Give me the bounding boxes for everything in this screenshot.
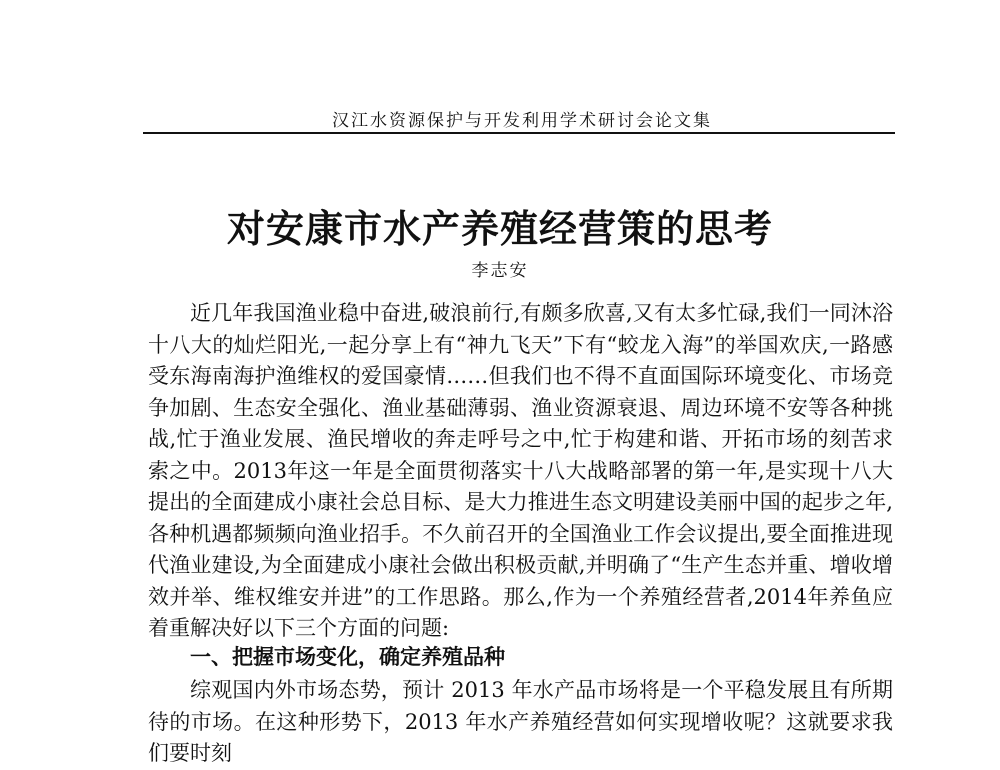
header-rule bbox=[143, 132, 895, 134]
body-paragraph-continued: 综观国内外市场态势，预计 2013 年水产品市场将是一个平稳发展且有所期待的市场。在这种形势下，2013 年水产养殖经营如何实现增收呢？这就要求我们要时刻 bbox=[148, 678, 893, 765]
body-paragraph: 近几年我国渔业稳中奋进,破浪前行,有颇多欣喜,又有太多忙碌,我们一同沐浴十八大的灿烂阳光,一起分享上有“神九飞天”下有“蛟龙入海”的举国欢庆,一路感受东海南海护渔维权的爱国豪情……但我们也不得不直面国际环境变化、市场竞争加剧、生态安全强化、渔业基础薄弱、渔业资源衰退、周边环境不安等各种挑战,忙于渔业发展、渔民增收的奔走呼号之中,忙于构建和谐、开拓市场的刻苦求索之中。2013年这一年是全面贯彻落实十八大战略部署的第一年,是实现十八大提出的全面建成小康社会总目标、是大力推进生态文明建设美丽中国的起步之年,各种机遇都频频向渔业招手。不久前召开的全国渔业工作会议提出,要全面推进现代渔业建设,为全面建成小康社会做出积极贡献,并明确了“生产生态并重、增收增效并举、维权维安并进”的工作思路。那么,作为一个养殖经营者,2014年养鱼应着重解决好以下三个方面的问题: bbox=[148, 301, 893, 640]
author-name: 李志安 bbox=[471, 261, 529, 281]
article-title: 对安康市水产养殖经营策的思考 bbox=[226, 206, 773, 251]
running-header: 汉江水资源保护与开发利用学术研讨会论文集 bbox=[332, 111, 712, 131]
section-heading: 一、把握市场变化，确定养殖品种 bbox=[190, 645, 505, 669]
